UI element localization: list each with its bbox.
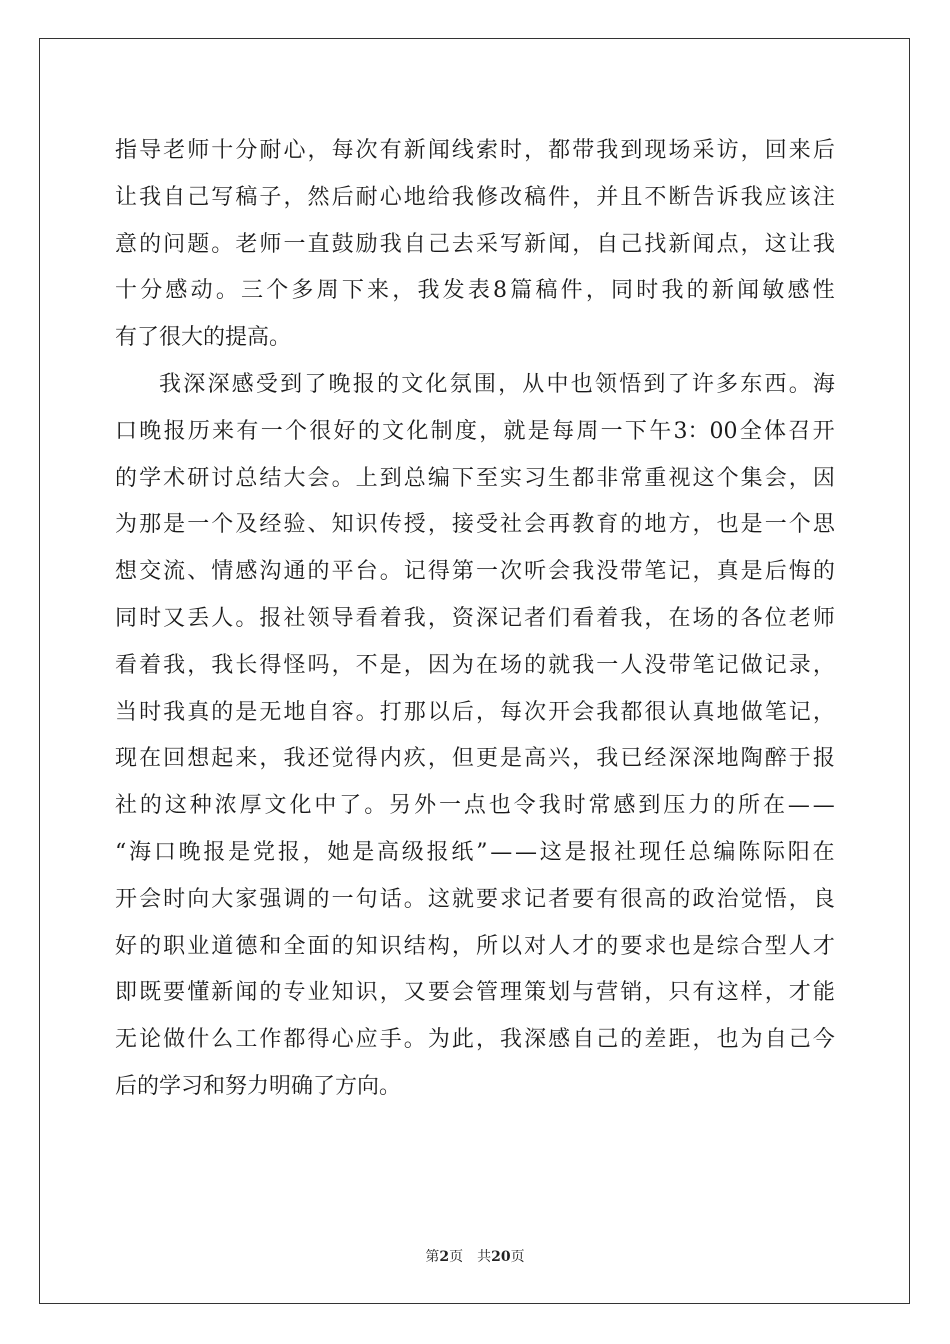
paragraph-line: 我 深 深 感 受 到 了 晚 报 的 文 化 氛 围 ， 从 中 也 领 悟 到 了 许 多 东 西 。 海 — [159, 371, 835, 397]
footer-page-suffix: 页 — [449, 1249, 464, 1265]
page-footer — [0, 1246, 950, 1266]
paragraph-line: 同 时 又 丢 人 。 报 社 领 导 看 着 我 ， 资 深 记 者 们 看 着 我 ， 在 场 的 各 位 老 师 — [115, 605, 835, 631]
paragraph-line: 当 时 我 真 的 是 无 地 自 容 。 打 那 以 后 ， 每 次 开 会 我 都 很 认 真 地 做 笔 记 ， — [115, 699, 835, 725]
footer-total-prefix: 共 — [477, 1249, 492, 1265]
footer-total-suffix: 页 — [510, 1249, 525, 1265]
paragraph-line: 即 既 要 懂 新 闻 的 专 业 知 识 ， 又 要 会 管 理 策 划 与 营 销 ， 只 有 这 样 ， 才 能 — [115, 980, 835, 1006]
paragraph-line: 现 在 回 想 起 来 ， 我 还 觉 得 内 疚 ， 但 更 是 高 兴 ， 我 已 经 深 深 地 陶 醉 于 报 — [115, 746, 835, 772]
paragraph-line: 后的学习和努力明确了方向。 — [115, 1073, 402, 1099]
paragraph-line: 开 会 时 向 大 家 强 调 的 一 句 话 。 这 就 要 求 记 者 要 有 很 高 的 政 治 觉 悟 ， 良 — [115, 886, 835, 912]
footer-page-prefix: 第 — [425, 1249, 440, 1265]
paragraph-line: 口 晚 报 历 来 有 一 个 很 好 的 文 化 制 度 ， 就 是 每 周 一 下 午 3：00 全 体 召 开 — [115, 418, 835, 444]
paragraph-line: 为 那 是 一 个 及 经 验 、 知 识 传 授 ， 接 受 社 会 再 教 育 的 地 方 ， 也 是 一 个 思 — [115, 512, 835, 538]
document-body — [115, 128, 835, 1111]
footer-total-pages: 20 — [491, 1249, 511, 1265]
paragraph-line: 指 导 老 师 十 分 耐 心 ， 每 次 有 新 闻 线 索 时 ， 都 带 我 到 现 场 采 访 ， 回 来 后 — [115, 138, 835, 163]
paragraph-line: 无 论 做 什 么 工 作 都 得 心 应 手 。 为 此 ， 我 深 感 自 己 的 差 距 ， 也 为 自 己 今 — [115, 1027, 835, 1053]
paragraph-line: 十 分 感 动 。 三 个 多 周 下 来 ， 我 发 表 8 篇 稿 件 ， 同 时 我 的 新 闻 敏 感 性 — [115, 278, 835, 304]
paragraph-line: 社 的 这 种 浓 厚 文 化 中 了 。 另 外 一 点 也 令 我 时 常 感 到 压 力 的 所 在 — — — [115, 793, 835, 819]
paragraph-line: 看 着 我 ， 我 长 得 怪 吗 ， 不 是 ， 因 为 在 场 的 就 我 一 人 没 带 笔 记 做 记 录 ， — [115, 652, 835, 678]
paragraph-line: 想 交 流 、 情 感 沟 通 的 平 台 。 记 得 第 一 次 听 会 我 没 带 笔 记 ， 真 是 后 悔 的 — [115, 559, 835, 585]
paragraph-line: 有了很大的提高。 — [115, 325, 292, 351]
paragraph-line: 让 我 自 己 写 稿 子 ， 然 后 耐 心 地 给 我 修 改 稿 件 ， 并 且 不 断 告 诉 我 应 该 注 — [115, 184, 835, 210]
paragraph-line: 好 的 职 业 道 德 和 全 面 的 知 识 结 构 ， 所 以 对 人 才 的 要 求 也 是 综 合 型 人 才 — [115, 933, 835, 959]
footer-page-number: 2 — [439, 1249, 450, 1265]
paragraph-line: “ 海 口 晚 报 是 党 报 ， 她 是 高 级 报 纸 ” — — 这 是 报 社 现 任 总 编 陈 际 阳 在 — [115, 839, 835, 865]
paragraph-line: 意 的 问 题 。 老 师 一 直 鼓 励 我 自 己 去 采 写 新 闻 ， 自 己 找 新 闻 点 ， 这 让 我 — [115, 231, 835, 257]
paragraph-line: 的 学 术 研 讨 总 结 大 会 。 上 到 总 编 下 至 实 习 生 都 非 常 重 视 这 个 集 会 ， 因 — [115, 465, 835, 491]
